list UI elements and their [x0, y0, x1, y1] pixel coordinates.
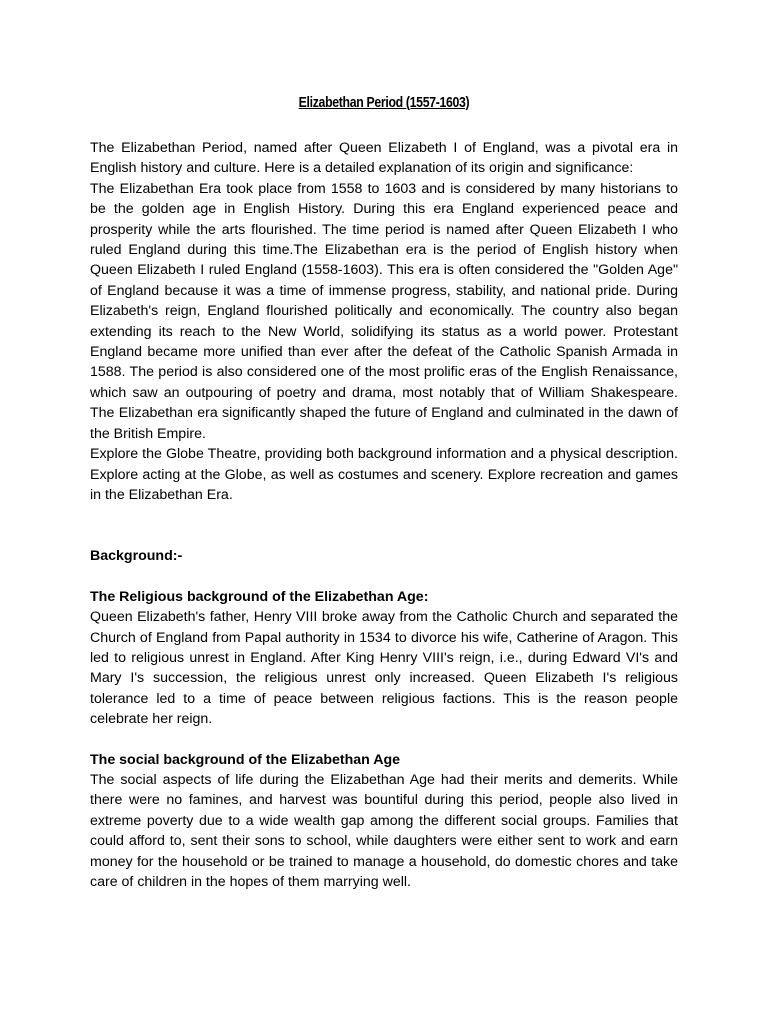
intro-paragraph-2: The Elizabethan Era took place from 1558 to 1603 and is considered by many historians to be the golden age in English History. During this era England experienced peace and prosperity while the arts flourished. The time period is named after Queen Elizabeth I who ruled England during this time.The Elizabethan era is the period of English history when Queen Elizabeth I ruled England (1558-1603). This era is often considered the "Golden Age" of England because it was a time of immense progress, stability, and national pride. During Elizabeth's reign, England flourished politically and economically. The country also began extending its reach to the New World, solidifying its status as a world power. Protestant England became more unified than ever after the defeat of the Catholic Spanish Armada in 1588. The period is also considered one of the most prolific eras of the English Renaissance, which saw an outpouring of poetry and drama, most notably that of William Shakespeare. The Elizabethan era significantly shaped the future of England and culminated in the dawn of the British Empire. — [90, 180, 678, 442]
document-page — [90, 92, 678, 892]
religious-paragraph: Queen Elizabeth's father, Henry VIII broke away from the Catholic Church and separated the Church of England from Papal authority in 1534 to divorce his wife, Catherine of Aragon. This led to religious unrest in England. After King Henry VIII's reign, i.e., during Edward VI's and Mary I's succession, the religious unrest only increased. Queen Elizabeth I's religious tolerance led to a time of peace between religious factions. This is the reason people celebrate her reign. — [90, 609, 678, 728]
spacer — [90, 505, 678, 546]
document-title: Elizabethan Period (1557-1603) — [298, 94, 470, 111]
spacer — [90, 730, 678, 750]
social-heading: The social background of the Elizabethan Age — [90, 751, 401, 768]
social-paragraph: The social aspects of life during the Elizabethan Age had their merits and demerits. While there were no famines, and harvest was bountiful during this period, people also lived in extreme poverty due to a wide wealth gap among the different social groups. Families that could afford to, sent their sons to school, while daughters were either sent to work and earn money for the household or be trained to manage a household, do domestic chores and take care of children in the hopes of them marrying well. — [90, 771, 678, 890]
intro-paragraph-3: Explore the Globe Theatre, providing both background information and a physical description. Explore acting at the Globe, as well as costumes and scenery. Explore recreation and games in the Elizabethan Era. — [90, 446, 678, 503]
religious-heading: The Religious background of the Elizabethan Age: — [90, 588, 429, 605]
intro-paragraph-1: The Elizabethan Period, named after Queen Elizabeth I of England, was a pivotal era in English history and culture. Here is a detailed explanation of its origin and significance: — [90, 140, 678, 177]
spacer — [90, 567, 678, 587]
background-heading: Background:- — [90, 548, 183, 565]
